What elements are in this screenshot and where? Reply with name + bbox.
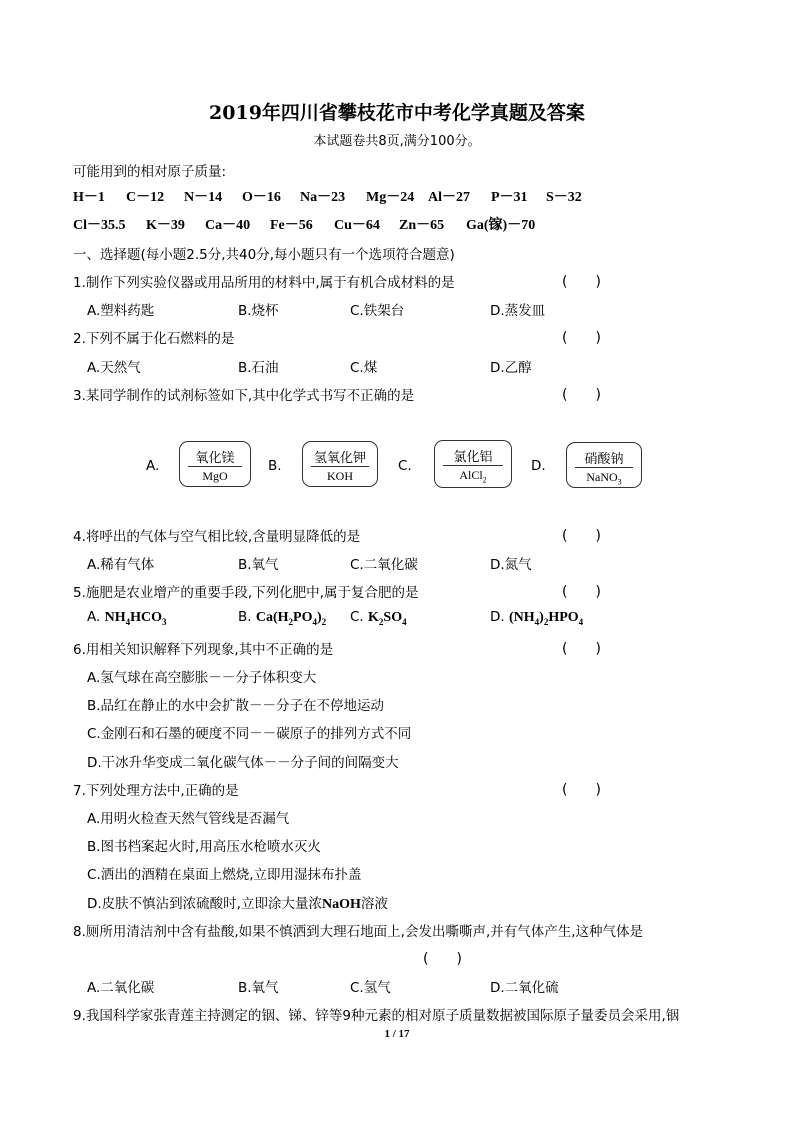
- question-stem: 7.下列处理方法中,正确的是: [73, 783, 239, 799]
- question-stem: 4.将呼出的气体与空气相比较,含量明显降低的是: [73, 529, 361, 545]
- reagent-formula: AlCl$_2$: [459, 468, 487, 485]
- reagent-name: 硝酸钠: [584, 452, 624, 467]
- option-d: D.皮肤不慎沾到浓硫酸时,立即涂大量浓NaOH溶液: [87, 896, 388, 912]
- question-stem: 9.我国科学家张青莲主持测定的铟、锑、锌等9种元素的相对原子质量数据被国际原子量委员会采用,铟: [73, 1008, 680, 1024]
- option-d: D.氮气: [490, 557, 532, 573]
- answer-bracket: ( ): [562, 528, 601, 544]
- reagent-label-a: [179, 441, 251, 487]
- answer-bracket: ( ): [562, 387, 601, 403]
- option-a: A.稀有气体: [87, 557, 155, 573]
- option-b: B.氧气: [238, 557, 279, 573]
- chem-formula: NaOH: [321, 897, 361, 912]
- option-d: D. $(NH_4)_2HPO_4$: [490, 609, 584, 627]
- question-stem: 8.厕所用清洁剂中含有盐酸,如果不慎洒到大理石地面上,会发出嘶嘶声,并有气体产生,这种气体是: [73, 924, 644, 940]
- atomic-mass-item: Fe－56: [270, 218, 313, 233]
- option-b: B.氧气: [238, 980, 279, 996]
- label-letter-a: A.: [146, 458, 160, 474]
- page-number: 1 / 17: [384, 1028, 410, 1040]
- option-c: C.铁架台: [350, 303, 405, 319]
- option-c: C.金刚石和石墨的硬度不同－－碳原子的排列方式不同: [87, 726, 412, 742]
- atomic-mass-item: K－39: [146, 218, 185, 233]
- reagent-formula: KOH: [327, 469, 353, 483]
- label-letter-d: D.: [531, 458, 546, 474]
- option-b: B.图书档案起火时,用高压水枪喷水灭火: [87, 839, 321, 855]
- reagent-formula: NaNO$_3$: [586, 470, 622, 487]
- label-divider: [311, 466, 369, 467]
- answer-bracket: ( ): [562, 782, 601, 798]
- chem-formula: $(NH_4)_2HPO_4$: [508, 610, 584, 627]
- atomic-mass-item: Al－27: [428, 190, 470, 205]
- section-heading: 一、选择题(每小题2.5分,共40分,每小题只有一个选项符合题意): [73, 247, 455, 263]
- option-d: D.乙醇: [490, 360, 532, 376]
- reagent-formula: MgO: [202, 469, 228, 483]
- option-a: A.氢气球在高空膨胀－－分子体积变大: [87, 670, 317, 686]
- question-stem: 6.用相关知识解释下列现象,其中不正确的是: [73, 642, 334, 658]
- atomic-mass-item: Mg－24: [366, 190, 415, 205]
- atomic-mass-item: S－32: [546, 190, 582, 205]
- page-title: 2019年四川省攀枝花市中考化学真题及答案: [209, 102, 585, 124]
- atomic-mass-item: C－12: [126, 190, 165, 205]
- reagent-name: 氧化镁: [195, 451, 235, 466]
- option-b: B.石油: [238, 360, 279, 376]
- question-stem: 1.制作下列实验仪器或用品所用的材料中,属于有机合成材料的是: [73, 275, 455, 291]
- question-stem: 3.某同学制作的试剂标签如下,其中化学式书写不正确的是: [73, 388, 415, 404]
- label-divider: [443, 465, 503, 466]
- atomic-mass-item: O－16: [242, 190, 281, 205]
- chem-formula: $K_2SO_4$: [368, 610, 407, 627]
- atomic-mass-item: Ca－40: [205, 218, 251, 233]
- reagent-label-b: [302, 441, 378, 487]
- page-subtitle: 本试题卷共8页,满分100分。: [313, 134, 481, 149]
- label-letter-c: C.: [398, 458, 412, 474]
- reagent-name: 氢氧化钾: [313, 451, 366, 466]
- reagent-label-d: [566, 442, 642, 488]
- option-c: C.洒出的酒精在桌面上燃烧,立即用湿抹布扑盖: [87, 867, 362, 883]
- option-a: A. $NH_4HCO_3$: [87, 609, 167, 627]
- option-d: D.干冰升华变成二氧化碳气体－－分子间的间隔变大: [87, 755, 399, 771]
- atomic-mass-intro: 可能用到的相对原子质量:: [73, 164, 227, 180]
- atomic-mass-item: Ga(镓)－70: [466, 218, 536, 233]
- answer-bracket: ( ): [562, 584, 601, 600]
- option-c: C. $K_2SO_4$: [350, 609, 407, 627]
- option-c: C.煤: [350, 360, 378, 376]
- atomic-mass-item: P－31: [491, 190, 528, 205]
- option-b: B.品红在静止的水中会扩散－－分子在不停地运动: [87, 698, 385, 714]
- answer-bracket: ( ): [562, 330, 601, 346]
- label-divider: [188, 466, 242, 467]
- atomic-mass-item: N－14: [184, 190, 223, 205]
- option-a: A.用明火检查天然气管线是否漏气: [87, 811, 290, 827]
- label-divider: [575, 467, 633, 468]
- atomic-mass-item: Cu－64: [334, 218, 380, 233]
- chem-formula: $Ca(H_2PO_4)_2$: [255, 610, 327, 627]
- option-b: B.烧杯: [238, 303, 279, 319]
- atomic-mass-item: Na－23: [300, 190, 346, 205]
- option-b: B. $Ca(H_2PO_4)_2$: [238, 609, 327, 627]
- reagent-label-c: [434, 440, 512, 488]
- label-letter-b: B.: [268, 458, 282, 474]
- question-stem: 5.施肥是农业增产的重要手段,下列化肥中,属于复合肥的是: [73, 585, 419, 601]
- atomic-mass-item: Zn－65: [399, 218, 445, 233]
- option-d: D.蒸发皿: [490, 303, 546, 319]
- reagent-name: 氯化铝: [453, 450, 493, 465]
- option-a: A.塑料药匙: [87, 303, 155, 319]
- answer-bracket: ( ): [562, 274, 601, 290]
- atomic-mass-item: H－1: [73, 190, 105, 205]
- answer-bracket: ( ): [562, 641, 601, 657]
- answer-bracket: ( ): [423, 951, 462, 967]
- option-d: D.二氧化硫: [490, 980, 559, 996]
- atomic-mass-item: Cl－35.5: [73, 218, 126, 233]
- option-a: A.天然气: [87, 360, 141, 376]
- option-a: A.二氧化碳: [87, 980, 155, 996]
- question-stem: 2.下列不属于化石燃料的是: [73, 331, 235, 347]
- chem-formula: $NH_4HCO_3$: [104, 610, 167, 627]
- option-c: C.氢气: [350, 980, 391, 996]
- option-c: C.二氧化碳: [350, 557, 418, 573]
